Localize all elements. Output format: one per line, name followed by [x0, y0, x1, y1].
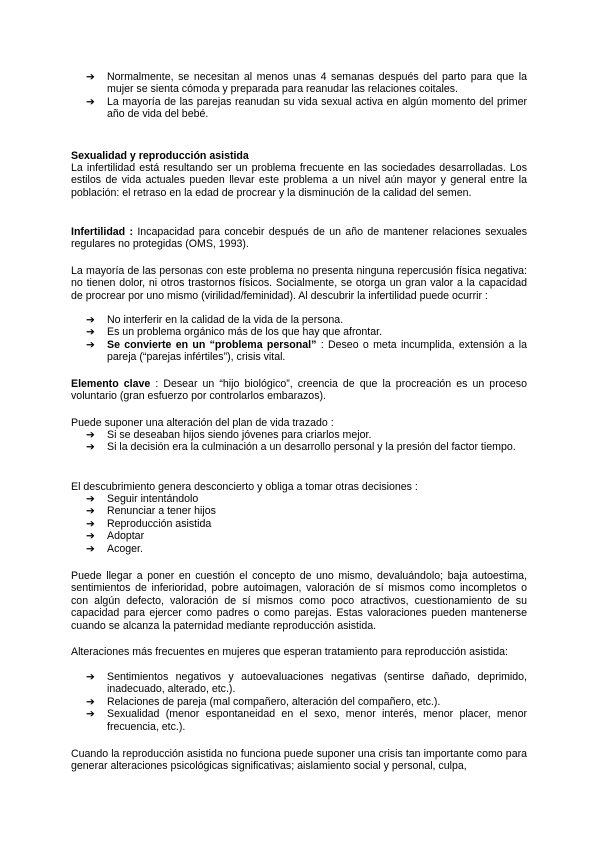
arrow-icon: ➔	[86, 338, 95, 351]
list-item: ➔ Seguir intentándolo	[86, 493, 199, 505]
decisiones-list	[86, 493, 527, 555]
list-item: ➔ Acoger.	[86, 542, 143, 555]
list-item: ➔ No interferir en la calidad de la vida de la persona.	[86, 314, 344, 326]
list-item: ➔ Normalmente, se necesitan al menos unas 4 semanas después del parto para que la mujer se sienta cómoda y preparada para reanudar las relaciones coitales.	[86, 71, 527, 96]
cuando-paragraph: Cuando la reproducción asistida no funciona puede suponer una crisis tan importante como para generar alteraciones psicológicas significativas; aislamiento social y personal, culpa,	[71, 748, 527, 773]
arrow-icon: ➔	[86, 429, 95, 441]
list-item: ➔ Reproducción asistida	[86, 517, 212, 530]
mayoria-paragraph: La mayoría de las personas con este problema no presenta ninguna repercusión física negativa: no tienen dolor, ni otros trastornos físicos. Socialmente, se otorga un gran valor a la capacidad de procrear por uno mismo (virilidad/feminidad). Al descubrir la infertilidad puede ocurrir :	[71, 265, 527, 302]
arrow-icon: ➔	[86, 671, 95, 683]
intro-list	[86, 71, 527, 121]
alteracion-intro: Puede suponer una alteración del plan de vida trazado :	[71, 417, 334, 429]
list-item: ➔ Sentimientos negativos y autoevaluaciones negativas (sentirse dañado, deprimido, inadecuado, alterado, etc.).	[86, 671, 527, 696]
list-item: ➔ Es un problema orgánico más de los que hay que afrontar.	[86, 326, 383, 339]
section-intro-paragraph: La infertilidad está resultando ser un problema frecuente en las sociedades desarrolladas. Los estilos de vida actuales pueden llevar este problema a un nivel aún mayor y general entre la población: el retraso en la edad de procrear y la disminución de la calidad del semen.	[71, 162, 527, 199]
alteraciones-intro: Alteraciones más frecuentes en mujeres que esperan tratamiento para reproducción asistida:	[71, 646, 508, 658]
list-item: ➔ Relaciones de pareja (mal compañero, alteración del compañero, etc.).	[86, 695, 441, 708]
arrow-icon: ➔	[86, 505, 95, 518]
arrow-icon: ➔	[86, 71, 95, 83]
list-item: ➔ Renunciar a tener hijos	[86, 505, 216, 518]
list-item: ➔ Sexualidad (menor espontaneidad en el sexo, menor interés, menor placer, menor frecuencia, etc.).	[86, 708, 527, 733]
ocurrir-list	[86, 314, 527, 364]
elemento-clave-paragraph: Elemento clave : Desear un “hijo biológico”, creencia de que la procreación es un proceso voluntario (gran esfuerzo por controlarlos embarazos).	[71, 378, 527, 403]
arrow-icon: ➔	[86, 695, 95, 708]
desconcierto-intro: El descubrimiento genera desconcierto y obliga a tomar otras decisiones :	[71, 481, 418, 493]
alteracion-list	[86, 429, 527, 454]
list-item: ➔ Si la decisión era la culminación a un desarrollo personal y la presión del factor tiempo.	[86, 441, 516, 454]
arrow-icon: ➔	[86, 314, 95, 326]
list-item: ➔ Adoptar	[86, 530, 145, 543]
arrow-icon: ➔	[86, 517, 95, 530]
alteraciones-list	[86, 671, 527, 733]
arrow-icon: ➔	[86, 493, 95, 505]
arrow-icon: ➔	[86, 441, 95, 454]
elemento-clave-label: Elemento clave	[71, 378, 151, 390]
list-item: ➔ Si se deseaban hijos siendo jóvenes para criarlos mejor.	[86, 429, 372, 441]
arrow-icon: ➔	[86, 326, 95, 339]
arrow-icon: ➔	[86, 530, 95, 543]
arrow-icon: ➔	[86, 95, 95, 108]
infertilidad-definition: Infertilidad : Incapacidad para concebir después de un año de mantener relaciones sexuales regulares no protegidas (OMS, 1993).	[71, 226, 527, 251]
infertilidad-label: Infertilidad :	[71, 226, 134, 238]
list-item: ➔ La mayoría de las parejas reanudan su vida sexual activa en algún momento del primer año de vida del bebé.	[86, 95, 527, 121]
arrow-icon: ➔	[86, 708, 95, 721]
arrow-icon: ➔	[86, 542, 95, 555]
section-title: Sexualidad y reproducción asistida	[71, 150, 249, 162]
list-item: ➔ Se convierte en un “problema personal” : Deseo o meta incumplida, extensión a la pareja (“parejas infértiles”), crisis vital.	[86, 338, 527, 364]
cuestion-paragraph: Puede llegar a poner en cuestión el concepto de uno mismo, devaluándolo; baja autoestima, sentimientos de inferioridad, pobre autoimagen, valoración de sí mismos como incompletos o con algún defecto, valoración de sí mismos como poco atractivos, cuestionamiento de su capacidad para ejercer como padres o como parejas. Estas valoraciones pueden mantenerse cuando se alcanza la paternidad mediante reproducción asistida.	[71, 570, 527, 632]
